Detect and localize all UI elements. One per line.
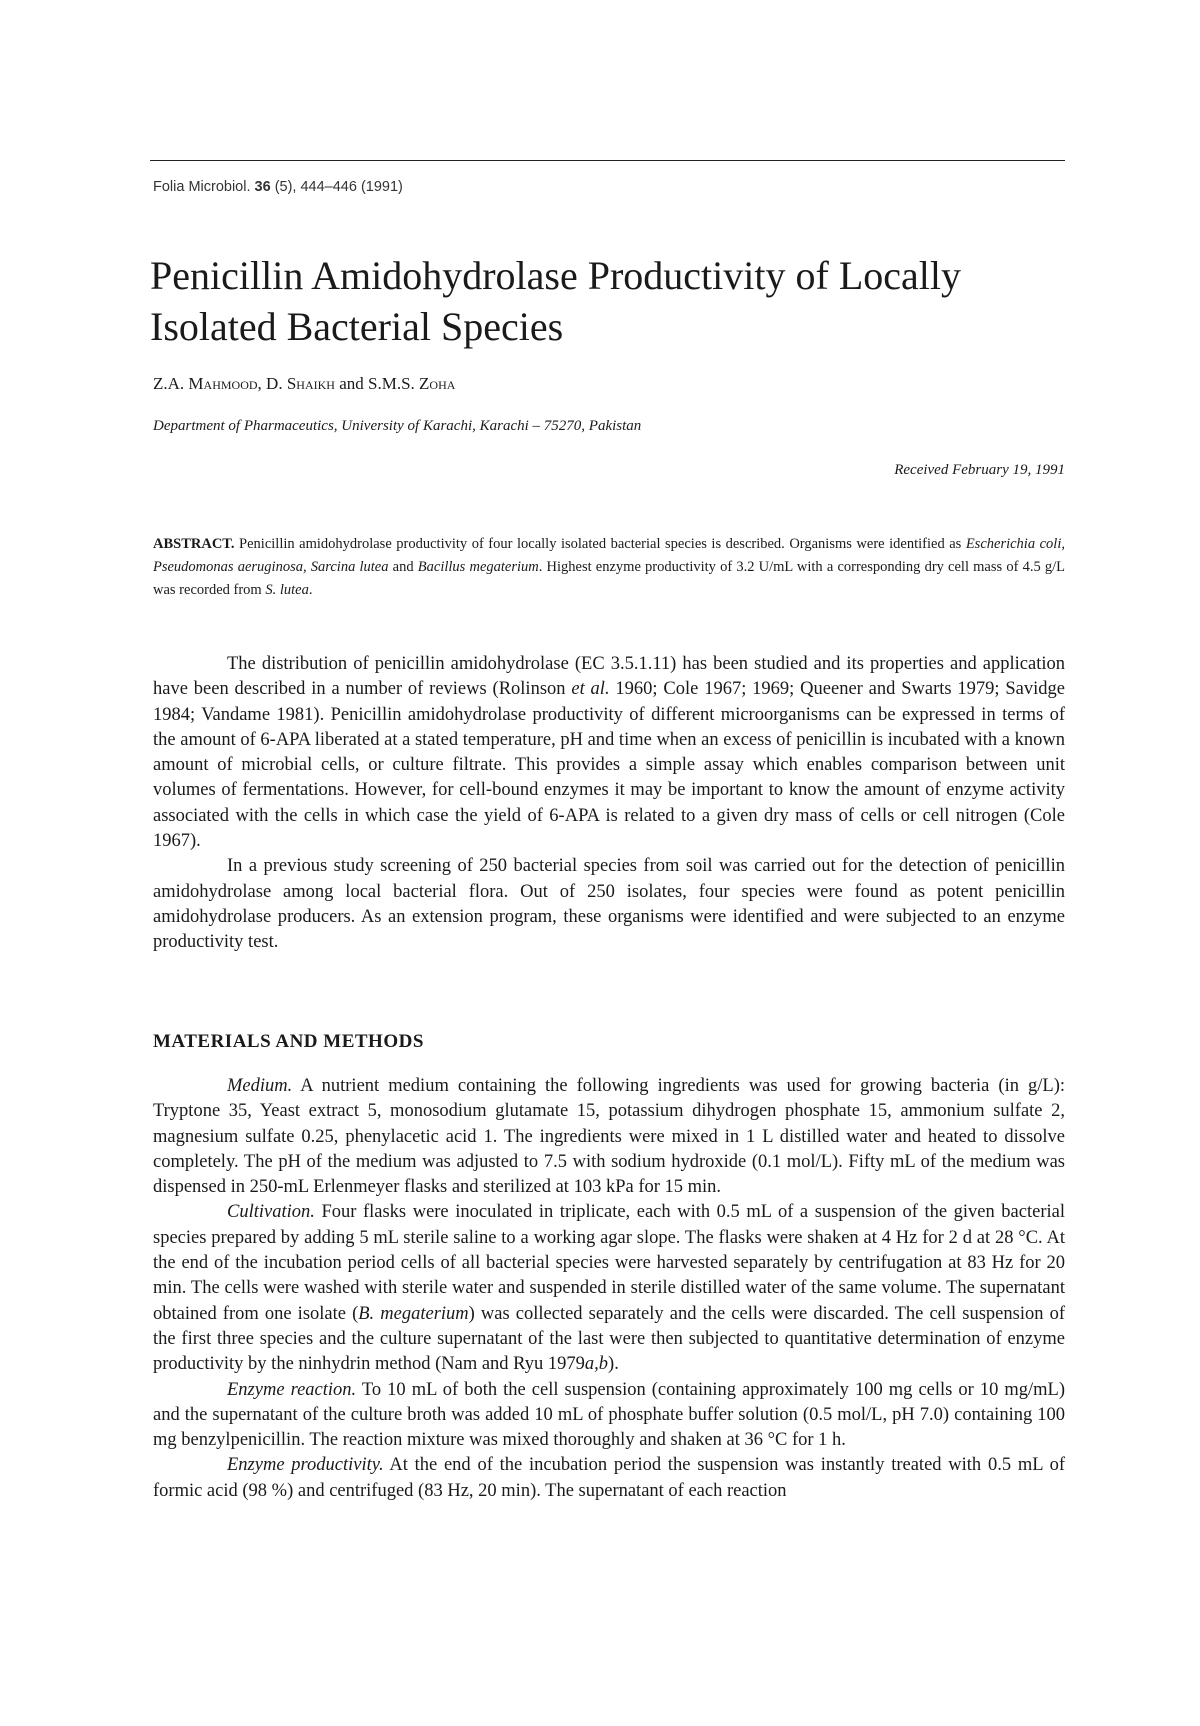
author-shaikh: Shaikh [286, 374, 335, 393]
intro-paragraph-2: In a previous study screening of 250 bacterial species from soil was carried out for the detection of penicillin amidohydrolase among local bacterial flora. Out of 250 isolates, four species were found as potent penicillin amidohydrolase producers. As an extension program, these organisms were identified and were subjected to an enzyme productivity test. [153, 856, 1065, 953]
abstract: ABSTRACT. Penicillin amidohydrolase productivity of four locally isolated bacterial species is described. Organisms were identified as Escherichia coli, Pseudomonas aeruginosa, Sarcina lutea and Bacillus megaterium. Highest enzyme productivity of 3.2 U/mL with a corresponding dry cell mass of 4.5 g/L was recorded from S. lutea. [153, 536, 1065, 598]
introduction [153, 652, 1065, 956]
author-zoha: Zoha [419, 374, 456, 393]
medium-paragraph: Medium. A nutrient medium containing the following ingredients was used for growing bacteria (in g/L): Tryptone 35, Yeast extract 5, monosodium glutamate 15, potassium dihydrogen phosphate 15, ammonium sulfate 2, magnesium sulfate 0.25, phenylacetic acid 1. The ingredients were mixed in 1 L distilled water and heated to dissolve completely. The pH of the medium was adjusted to 7.5 with sodium hydroxide (0.1 mol/L). Fifty mL of the medium was dispensed in 250-mL Erlenmeyer flasks and sterilized at 103 kPa for 15 min. [153, 1076, 1065, 1198]
header-rule [150, 160, 1065, 161]
enzyme-reaction-label: Enzyme reaction. [227, 1379, 357, 1400]
intro-paragraph-1: The distribution of penicillin amidohydrolase (EC 3.5.1.11) has been studied and its properties and application have been described in a number of reviews (Rolinson et al. 1960; Cole 1967; 1969; Queener and Swarts 1979; Savidge 1984; Vandame 1981). Penicillin amidohydrolase productivity of different microorganisms can be expressed in terms of the amount of 6-APA liberated at a stated temperature, pH and time when an excess of penicillin is incubated with a known amount of microbial cells, or culture filtrate. This provides a simple assay which enables comparison between unit volumes of fermentations. However, for cell-bound enzymes it may be important to know the amount of enzyme activity associated with the cells in which case the yield of 6-APA is related to a given dry mass of cells or cell nitrogen (Cole 1967). [153, 654, 1065, 852]
abstract-label: ABSTRACT. [153, 536, 235, 552]
cultivation-paragraph: Cultivation. Four flasks were inoculated in triplicate, each with 0.5 mL of a suspension of the given bacterial species prepared by adding 5 mL sterile saline to a working agar slope. The flasks were shaken at 4 Hz for 2 d at 28 °C. At the end of the incubation period cells of all bacterial species were harvested separately by centrifugation at 83 Hz for 20 min. The cells were washed with sterile water and suspended in sterile distilled water of the same volume. The supernatant obtained from one isolate (B. megaterium) was collected separately and the cells were discarded. The cell suspension of the first three species and the culture supernatant of the last were then subjected to quantitative determination of enzyme productivity by the ninhydrin method (Nam and Ryu 1979a,b). [153, 1202, 1065, 1375]
journal-volume: 36 [254, 179, 271, 195]
article-title: Penicillin Amidohydrolase Productivity of Locally Isolated Bacterial Species [150, 253, 961, 349]
enzyme-productivity-label: Enzyme productivity. [227, 1455, 384, 1476]
author-list: Z.A. Mahmood, D. Shaikh and S.M.S. Zoha [153, 374, 456, 393]
medium-label: Medium. [227, 1076, 293, 1096]
author-mahmood: Mahmood [188, 374, 258, 393]
methods-section [153, 1074, 1065, 1504]
section-heading-methods: MATERIALS AND METHODS [153, 1031, 424, 1052]
enzyme-productivity-paragraph: Enzyme productivity. At the end of the incubation period the suspension was instantly treated with 0.5 mL of formic acid (98 %) and centrifuged (83 Hz, 20 min). The supernatant of each reaction [153, 1455, 1066, 1501]
cultivation-label: Cultivation. [227, 1202, 315, 1223]
enzyme-reaction-paragraph: Enzyme reaction. To 10 mL of both the cell suspension (containing approximately 100 mg cells or 10 mg/mL) and the supernatant of the culture broth was added 10 mL of phosphate buffer solution (0.5 mol/L, pH 7.0) containing 100 mg benzylpenicillin. The reaction mixture was mixed thoroughly and shaken at 36 °C for 1 h. [153, 1379, 1066, 1451]
affiliation: Department of Pharmaceutics, University of Karachi, Karachi – 75270, Pakistan [153, 418, 642, 434]
journal-reference: Folia Microbiol. 36 (5), 444–446 (1991) [153, 179, 403, 195]
received-date: Received February 19, 1991 [894, 462, 1065, 478]
